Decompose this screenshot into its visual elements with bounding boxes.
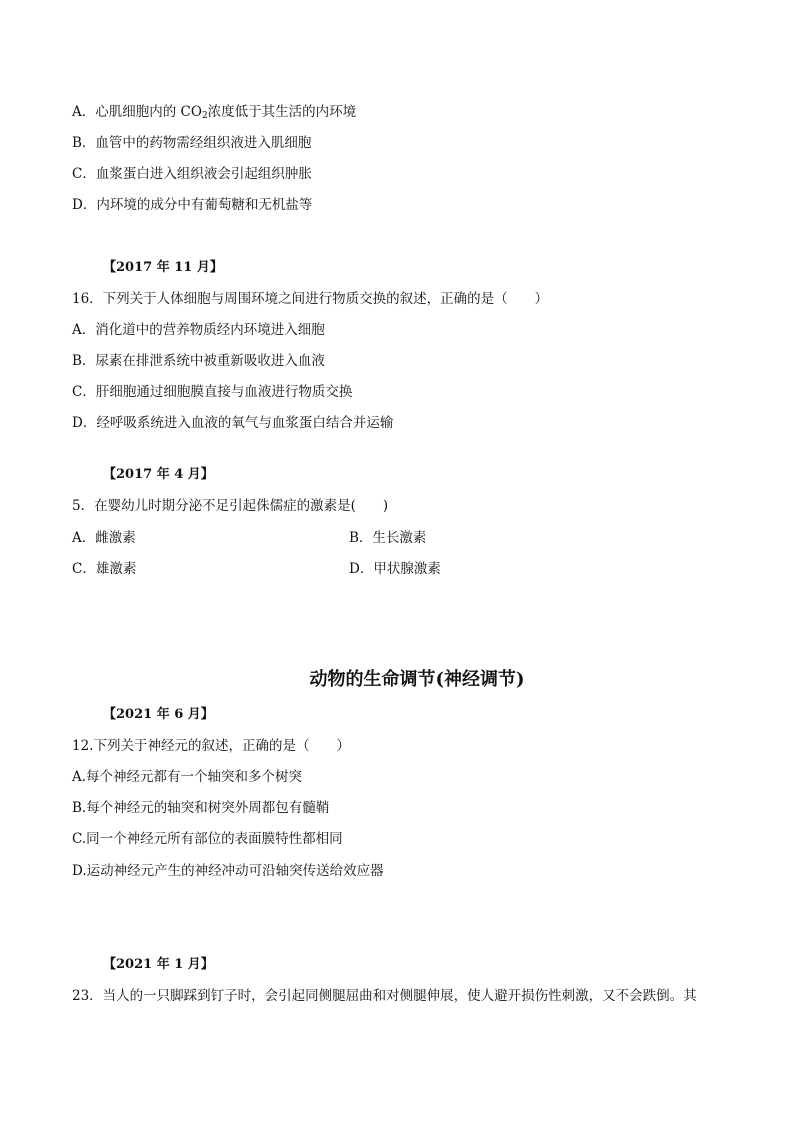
option-b: B.每个神经元的轴突和树突外周都包有髓鞘	[72, 800, 330, 816]
option-d: D．内环境的成分中有葡萄糖和无机盐等	[72, 197, 313, 213]
option-a: A．消化道中的营养物质经内环境进入细胞	[72, 322, 325, 338]
year-tag: 【2021 年 6 月】	[103, 707, 214, 722]
option-d: D.运动神经元产生的神经冲动可沿轴突传送给效应器	[72, 863, 384, 879]
option-c: C.同一个神经元所有部位的表面膜特性都相同	[72, 831, 343, 847]
option-a: A．雌激素	[72, 530, 136, 546]
option-b: B．血管中的药物需经组织液进入肌细胞	[72, 135, 312, 151]
option-d: D．经呼吸系统进入血液的氧气与血浆蛋白结合并运输	[72, 415, 394, 431]
option-a-text: A．心肌细胞内的 CO	[72, 104, 202, 120]
question-text: 5．在婴幼儿时期分泌不足引起侏儒症的激素是( )	[72, 498, 389, 514]
option-d: D．甲状腺激素	[349, 561, 441, 577]
option-a: A.每个神经元都有一个轴突和多个树突	[72, 769, 303, 785]
section-title: 动物的生命调节(神经调节)	[309, 669, 525, 690]
option-b: B．尿素在排泄系统中被重新吸收进入血液	[72, 353, 325, 369]
year-tag: 【2021 年 1 月】	[103, 957, 214, 972]
year-tag: 【2017 年 11 月】	[103, 260, 223, 275]
question-text: 16．下列关于人体细胞与周围环境之间进行物质交换的叙述，正确的是（ ）	[72, 291, 549, 307]
question-text: 12.下列关于神经元的叙述，正确的是（ ）	[72, 738, 350, 754]
question-text: 23．当人的一只脚踩到钉子时，会引起同侧腿屈曲和对侧腿伸展，使人避开损伤性刺激，又不会跌倒。其	[72, 988, 697, 1004]
option-a-suffix: 浓度低于其生活的内环境	[207, 104, 357, 120]
option-a-co2	[72, 103, 356, 121]
subscript-2: 2	[201, 111, 208, 121]
option-b: B．生长激素	[349, 530, 427, 546]
option-c: C．肝细胞通过细胞膜直接与血液进行物质交换	[72, 384, 353, 400]
option-c: C．血浆蛋白进入组织液会引起组织肿胀	[72, 166, 312, 182]
year-tag: 【2017 年 4 月】	[103, 467, 214, 482]
option-c: C．雄激素	[72, 561, 137, 577]
